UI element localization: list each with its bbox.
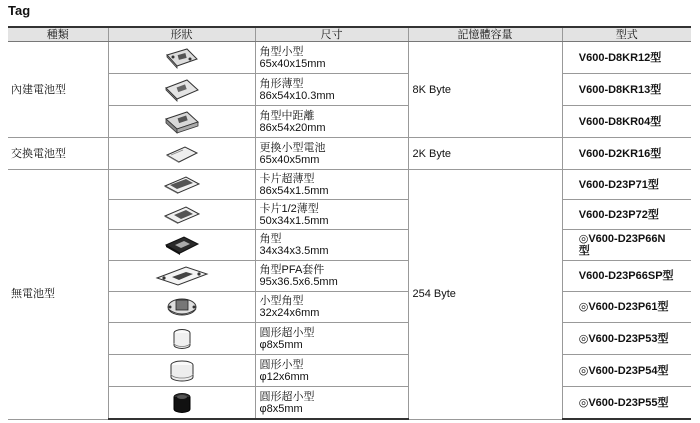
model-text: V600-D8KR12型 <box>578 51 662 64</box>
memory-cell-builtin: 8K Byte <box>408 42 562 138</box>
model-cell <box>562 200 691 230</box>
shape-cell <box>108 74 255 106</box>
header-memory: 記憶體容量 <box>408 27 562 42</box>
model-text: V600-D2KR16型 <box>578 147 662 160</box>
small-square-bolt-tag-icon <box>165 294 199 320</box>
size-cell <box>255 387 408 420</box>
shape-cell <box>108 292 255 323</box>
square-thin-tag-icon <box>163 78 201 102</box>
type-cell-exchange: 交換電池型 <box>8 138 108 170</box>
size-dimensions: 32x24x6mm <box>259 307 320 319</box>
model-cell <box>562 323 691 355</box>
header-shape: 形狀 <box>108 27 255 42</box>
size-name: 角型 <box>259 233 282 245</box>
size-dimensions: 65x40x15mm <box>259 57 326 70</box>
header-row <box>8 27 691 42</box>
model-text: ◎V600-D23P54型 <box>578 364 669 377</box>
header-type: 種類 <box>8 27 108 42</box>
model-cell <box>562 170 691 200</box>
size-cell <box>255 74 408 106</box>
size-cell <box>255 106 408 138</box>
size-dimensions: φ8x5mm <box>259 338 303 351</box>
model-cell <box>562 138 691 170</box>
size-dimensions: 65x40x5mm <box>259 153 320 166</box>
square-chip-tag-icon <box>162 234 202 256</box>
size-dimensions: 86x54x1.5mm <box>259 184 329 197</box>
size-name: 圓形超小型 <box>259 326 315 339</box>
shape-cell <box>108 387 255 420</box>
model-text: V600-D23P72型 <box>578 208 659 221</box>
page-title: Tag <box>8 3 31 18</box>
size-dimensions: 86x54x10.3mm <box>259 89 335 102</box>
pfa-case-tag-icon <box>154 265 210 287</box>
size-dimensions: 95x36.5x6.5mm <box>259 276 338 288</box>
model-cell <box>562 106 691 138</box>
replaceable-battery-tag-icon <box>163 143 201 165</box>
type-cell-builtin: 內建電池型 <box>8 42 108 138</box>
model-text: ◎V600-D23P66N型 <box>578 233 666 257</box>
table-row <box>8 42 691 74</box>
size-dimensions: φ12x6mm <box>259 370 309 383</box>
size-cell <box>255 323 408 355</box>
square-small-tag-icon <box>163 46 201 70</box>
size-cell <box>255 138 408 170</box>
round-ultrasmall-black-tag-icon <box>171 390 193 416</box>
model-cell <box>562 355 691 387</box>
size-name: 角型小型 <box>259 45 304 58</box>
header-model: 型式 <box>562 27 691 42</box>
size-dimensions: 86x54x20mm <box>259 121 326 134</box>
square-mid-range-tag-icon <box>163 109 201 135</box>
size-dimensions: φ8x5mm <box>259 402 303 415</box>
memory-cell-nobattery: 254 Byte <box>408 170 562 420</box>
shape-cell <box>108 230 255 261</box>
memory-cell-exchange: 2K Byte <box>408 138 562 170</box>
table-row <box>8 138 691 170</box>
size-name: 角型PFA套件 <box>259 264 325 276</box>
card-ultrathin-icon <box>162 174 202 196</box>
shape-cell <box>108 138 255 170</box>
size-name: 卡片超薄型 <box>259 172 315 185</box>
shape-cell <box>108 261 255 292</box>
type-cell-nobattery: 無電池型 <box>8 170 108 420</box>
model-text: V600-D23P66SP型 <box>578 270 674 282</box>
model-cell <box>562 387 691 420</box>
header-size: 尺寸 <box>255 27 408 42</box>
model-cell <box>562 261 691 292</box>
size-cell <box>255 200 408 230</box>
model-cell <box>562 230 691 261</box>
shape-cell <box>108 106 255 138</box>
size-name: 角形薄型 <box>259 77 304 90</box>
size-name: 更換小型電池 <box>259 141 326 154</box>
shape-cell <box>108 200 255 230</box>
model-cell <box>562 42 691 74</box>
table-row <box>8 74 691 106</box>
table-row <box>8 292 691 323</box>
shape-cell <box>108 42 255 74</box>
shape-cell <box>108 323 255 355</box>
model-text: ◎V600-D23P61型 <box>578 301 669 313</box>
table-row <box>8 355 691 387</box>
size-cell <box>255 355 408 387</box>
model-cell <box>562 74 691 106</box>
table-row <box>8 387 691 420</box>
model-cell <box>562 292 691 323</box>
round-small-tag-icon <box>168 358 196 384</box>
size-name: 圓形小型 <box>259 358 304 371</box>
model-text: ◎V600-D23P55型 <box>578 396 669 409</box>
model-text: V600-D8KR13型 <box>578 83 662 96</box>
model-text: ◎V600-D23P53型 <box>578 332 669 345</box>
size-cell <box>255 261 408 292</box>
size-dimensions: 34x34x3.5mm <box>259 245 329 257</box>
size-cell <box>255 292 408 323</box>
table-row <box>8 261 691 292</box>
tag-spec-table <box>8 26 691 420</box>
size-cell <box>255 42 408 74</box>
size-name: 圓形超小型 <box>259 390 315 403</box>
shape-cell <box>108 355 255 387</box>
size-name: 卡片1/2薄型 <box>259 202 319 215</box>
size-cell <box>255 170 408 200</box>
table-row <box>8 200 691 230</box>
table-row <box>8 323 691 355</box>
size-name: 小型角型 <box>259 295 304 307</box>
model-text: V600-D23P71型 <box>578 178 659 191</box>
table-row <box>8 170 691 200</box>
model-text: V600-D8KR04型 <box>578 115 662 128</box>
table-row <box>8 230 691 261</box>
size-dimensions: 50x34x1.5mm <box>259 214 329 227</box>
size-cell <box>255 230 408 261</box>
table-row <box>8 106 691 138</box>
size-name: 角型中距離 <box>259 109 315 122</box>
round-ultrasmall-tag-icon <box>171 326 193 352</box>
shape-cell <box>108 170 255 200</box>
card-half-thin-icon <box>162 204 202 226</box>
